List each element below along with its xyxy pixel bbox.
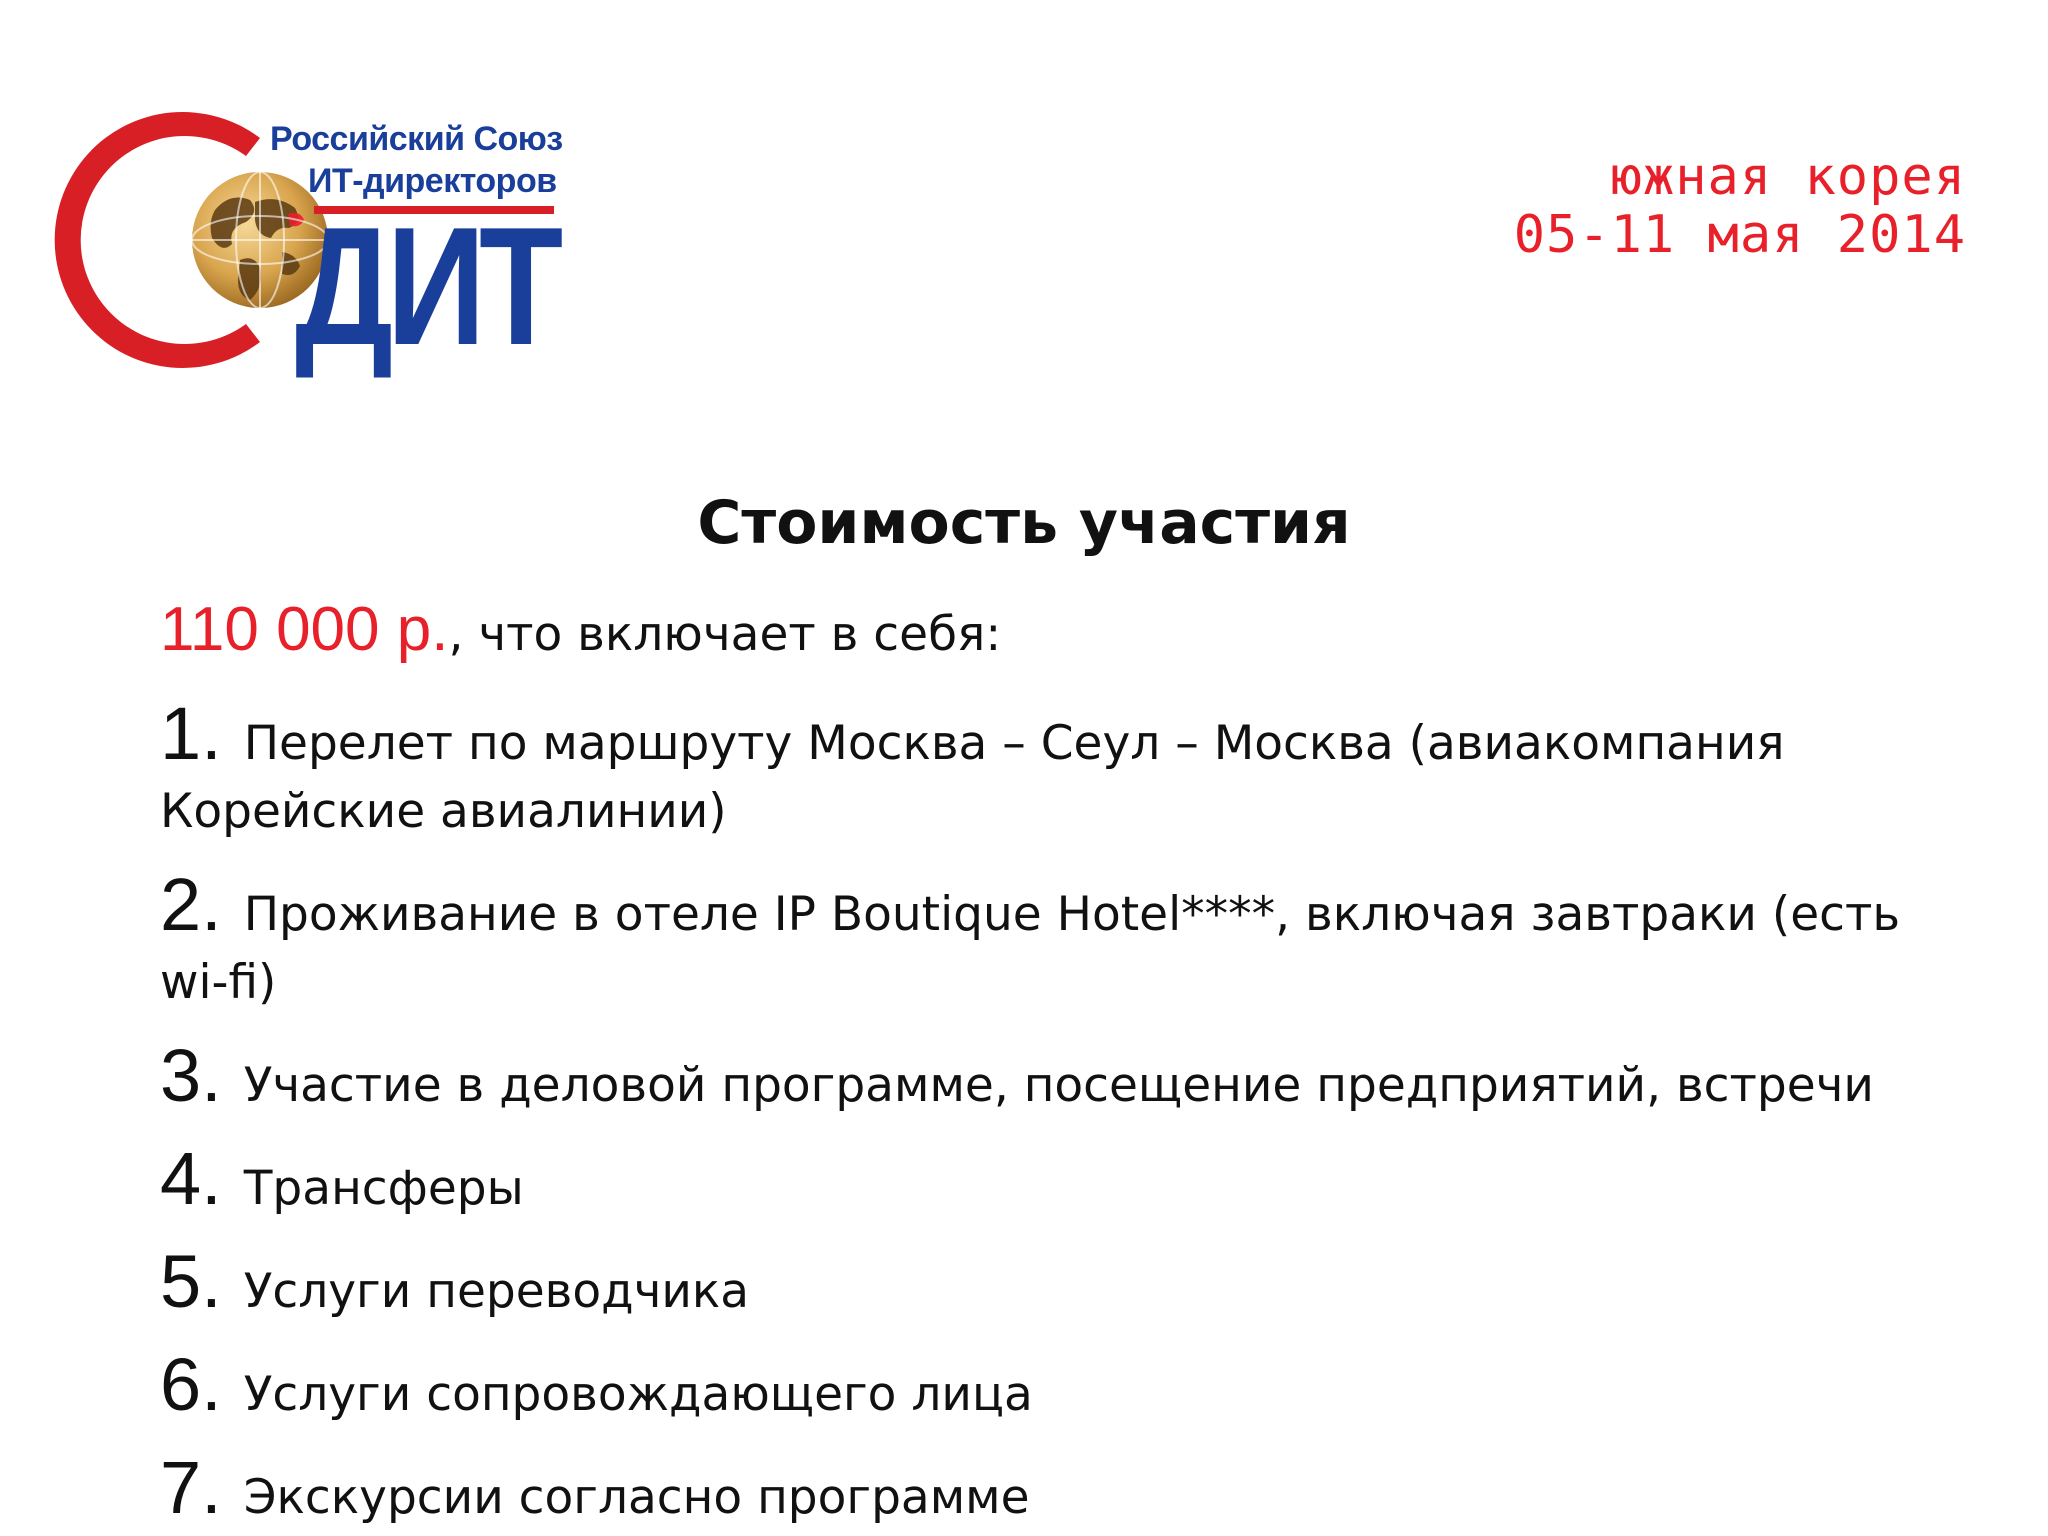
- list-item: [160, 863, 1960, 1017]
- page-title: Стоимость участия: [697, 488, 1351, 558]
- list-item: [160, 1343, 1960, 1429]
- item-text: Услуги переводчика: [243, 1264, 750, 1319]
- item-text: Проживание в отеле IP Boutique Hotel****, включая завтраки (есть wi-fi): [160, 887, 1901, 1010]
- sdit-logo: [50, 110, 570, 380]
- item-number: 6.: [160, 1343, 222, 1426]
- item-number: 4.: [160, 1137, 222, 1220]
- logo-line-1: Российский Союз: [270, 120, 563, 158]
- content-body: [160, 590, 1960, 1532]
- item-text: Услуги сопровождающего лица: [243, 1367, 1033, 1422]
- logo-wordmark: ДИТ: [295, 192, 557, 380]
- price-suffix: , что включает в себя:: [448, 607, 1002, 662]
- list-item: [160, 1446, 1960, 1532]
- price-line: [160, 590, 1960, 675]
- item-text: Перелет по маршруту Москва – Сеул – Москва (авиакомпания Корейские авиалинии): [160, 716, 1785, 839]
- item-text: Трансферы: [243, 1161, 524, 1216]
- list-item: [160, 1034, 1960, 1120]
- item-text: Экскурсии согласно программе: [243, 1470, 1030, 1525]
- list-item: [160, 692, 1960, 846]
- event-country: южная корея: [1610, 147, 1966, 207]
- price-amount: 110 000 р.: [160, 595, 449, 664]
- item-number: 7.: [160, 1446, 222, 1529]
- item-text: Участие в деловой программе, посещение предприятий, встречи: [243, 1058, 1874, 1113]
- event-dates: 05-11 мая 2014: [1513, 205, 1966, 265]
- included-items-list: [160, 692, 1960, 1532]
- event-info: [1514, 148, 1966, 264]
- item-number: 1.: [160, 692, 222, 775]
- list-item: [160, 1137, 1960, 1223]
- logo-line-2: ИТ-директоров: [308, 162, 557, 200]
- item-number: 5.: [160, 1240, 222, 1323]
- item-number: 3.: [160, 1034, 222, 1117]
- list-item: [160, 1240, 1960, 1326]
- item-number: 2.: [160, 863, 222, 946]
